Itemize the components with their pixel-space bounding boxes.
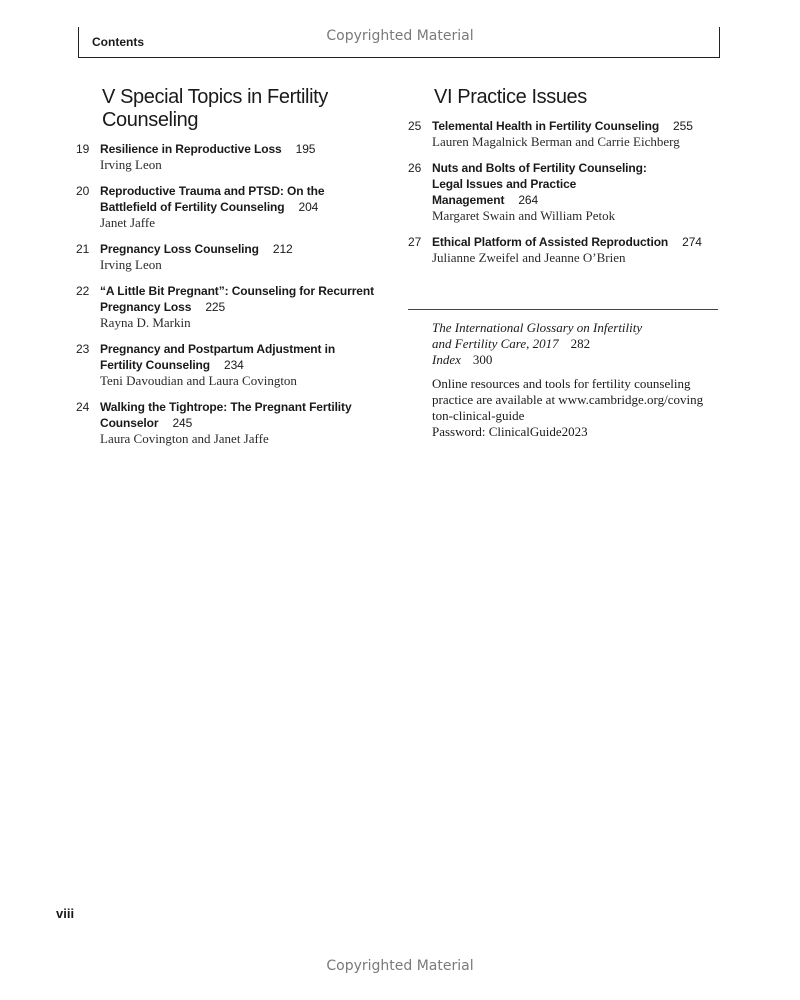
watermark-top: Copyrighted Material xyxy=(326,28,474,44)
running-head: Contents xyxy=(92,35,144,49)
chapter-title-line xyxy=(100,241,390,257)
chapter-title-line xyxy=(100,415,390,431)
chapter-title-text: Management xyxy=(432,193,505,207)
chapter-authors: Janet Jaffe xyxy=(100,215,155,230)
chapter-page: 225 xyxy=(205,300,226,314)
chapter-number: 26 xyxy=(408,161,422,175)
entry-body xyxy=(100,183,390,231)
chapter-authors: Teni Davoudian and Laura Covington xyxy=(100,373,297,388)
chapter-title-text: Counselor xyxy=(100,416,159,430)
back-matter xyxy=(432,320,722,440)
glossary-title-line-1: The International Glossary on Infertility xyxy=(432,320,643,335)
glossary-page: 282 xyxy=(570,336,591,351)
chapter-title-text: “A Little Bit Pregnant”: Counseling for Recurrent xyxy=(100,284,375,298)
glossary-title-line-2: and Fertility Care, 2017 xyxy=(432,336,559,351)
chapter-title-text: Nuts and Bolts of Fertility Counseling: xyxy=(432,161,647,175)
toc-entry[interactable] xyxy=(404,160,724,224)
watermark-bottom: Copyrighted Material xyxy=(326,958,474,974)
chapter-title-text: Pregnancy Loss xyxy=(100,300,192,314)
chapter-title-text: Fertility Counseling xyxy=(100,358,211,372)
header-frame xyxy=(78,27,720,58)
glossary-entry[interactable] xyxy=(432,320,722,352)
toc-entry[interactable] xyxy=(72,399,390,447)
part-vi-column xyxy=(404,86,724,276)
part-vi-entries xyxy=(404,118,724,266)
chapter-number: 19 xyxy=(76,142,90,156)
chapter-title-text: Battlefield of Fertility Counseling xyxy=(100,200,285,214)
toc-entry[interactable] xyxy=(72,241,390,273)
chapter-number: 27 xyxy=(408,235,422,249)
chapter-title-line xyxy=(432,160,724,176)
chapter-title-text: Ethical Platform of Assisted Reproduction xyxy=(432,235,669,249)
chapter-title-line xyxy=(100,283,390,299)
toc-entry[interactable] xyxy=(404,234,724,266)
part-vi-title: VI Practice Issues xyxy=(434,86,587,108)
chapter-title-text: Pregnancy Loss Counseling xyxy=(100,242,259,256)
chapter-number: 24 xyxy=(76,400,90,414)
online-line: Password: ClinicalGuide2023 xyxy=(432,424,588,439)
entry-body xyxy=(100,141,390,173)
chapter-number: 22 xyxy=(76,284,90,298)
index-entry[interactable] xyxy=(432,352,722,368)
online-resources-note xyxy=(432,376,722,440)
chapter-page: 274 xyxy=(682,235,702,249)
chapter-page: 264 xyxy=(518,193,539,207)
chapter-title-line xyxy=(100,199,390,215)
chapter-authors: Julianne Zweifel and Jeanne O’Brien xyxy=(432,250,626,265)
online-line: Online resources and tools for fertility counseling xyxy=(432,376,691,391)
chapter-title-text: Telemental Health in Fertility Counseling xyxy=(432,119,660,133)
part-v-column xyxy=(72,86,390,457)
index-page: 300 xyxy=(472,352,493,367)
chapter-title-text: Legal Issues and Practice xyxy=(432,177,577,191)
chapter-title-line xyxy=(100,399,390,415)
chapter-authors: Lauren Magalnick Berman and Carrie Eichberg xyxy=(432,134,680,149)
chapter-page: 195 xyxy=(295,142,316,156)
toc-entry[interactable] xyxy=(72,283,390,331)
part-v-title: V Special Topics in Fertility Counseling xyxy=(102,86,328,131)
chapter-authors: Irving Leon xyxy=(100,157,162,172)
chapter-title-line xyxy=(432,192,724,208)
chapter-title-line xyxy=(100,183,390,199)
section-divider xyxy=(408,309,718,310)
entry-body xyxy=(432,160,724,224)
entry-body xyxy=(100,283,390,331)
toc-entry[interactable] xyxy=(404,118,724,150)
chapter-number: 20 xyxy=(76,184,90,198)
chapter-page: 234 xyxy=(224,358,244,372)
chapter-title-line xyxy=(100,341,390,357)
chapter-page: 204 xyxy=(298,200,319,214)
online-line[interactable]: practice are available at www.cambridge.org/coving xyxy=(432,392,704,407)
page-number: viii xyxy=(56,906,75,921)
chapter-number: 21 xyxy=(76,242,90,256)
chapter-authors: Rayna D. Markin xyxy=(100,315,191,330)
chapter-title-line xyxy=(100,299,390,315)
chapter-title-text: Walking the Tightrope: The Pregnant Fertility xyxy=(100,400,352,414)
chapter-title-line xyxy=(100,141,390,157)
entry-body xyxy=(432,234,724,266)
chapter-number: 23 xyxy=(76,342,90,356)
chapter-page: 245 xyxy=(172,416,193,430)
online-line[interactable]: ton-clinical-guide xyxy=(432,408,525,423)
chapter-number: 25 xyxy=(408,119,422,133)
chapter-title-line xyxy=(432,234,724,250)
chapter-title-line xyxy=(432,176,724,192)
chapter-title-text: Reproductive Trauma and PTSD: On the xyxy=(100,184,325,198)
entry-body xyxy=(432,118,724,150)
toc-entry[interactable] xyxy=(72,341,390,389)
chapter-title-text: Resilience in Reproductive Loss xyxy=(100,142,282,156)
toc-entry[interactable] xyxy=(72,183,390,231)
part-v-entries xyxy=(72,141,390,447)
chapter-authors: Laura Covington and Janet Jaffe xyxy=(100,431,269,446)
chapter-title-text: Pregnancy and Postpartum Adjustment in xyxy=(100,342,336,356)
toc-entry[interactable] xyxy=(72,141,390,173)
chapter-title-line xyxy=(100,357,390,373)
chapter-page: 212 xyxy=(272,242,293,256)
chapter-authors: Irving Leon xyxy=(100,257,162,272)
chapter-authors: Margaret Swain and William Petok xyxy=(432,208,616,223)
index-label: Index xyxy=(432,352,461,367)
chapter-page: 255 xyxy=(673,119,693,133)
chapter-title-line xyxy=(432,118,724,134)
entry-body xyxy=(100,341,390,389)
entry-body xyxy=(100,399,390,447)
entry-body xyxy=(100,241,390,273)
